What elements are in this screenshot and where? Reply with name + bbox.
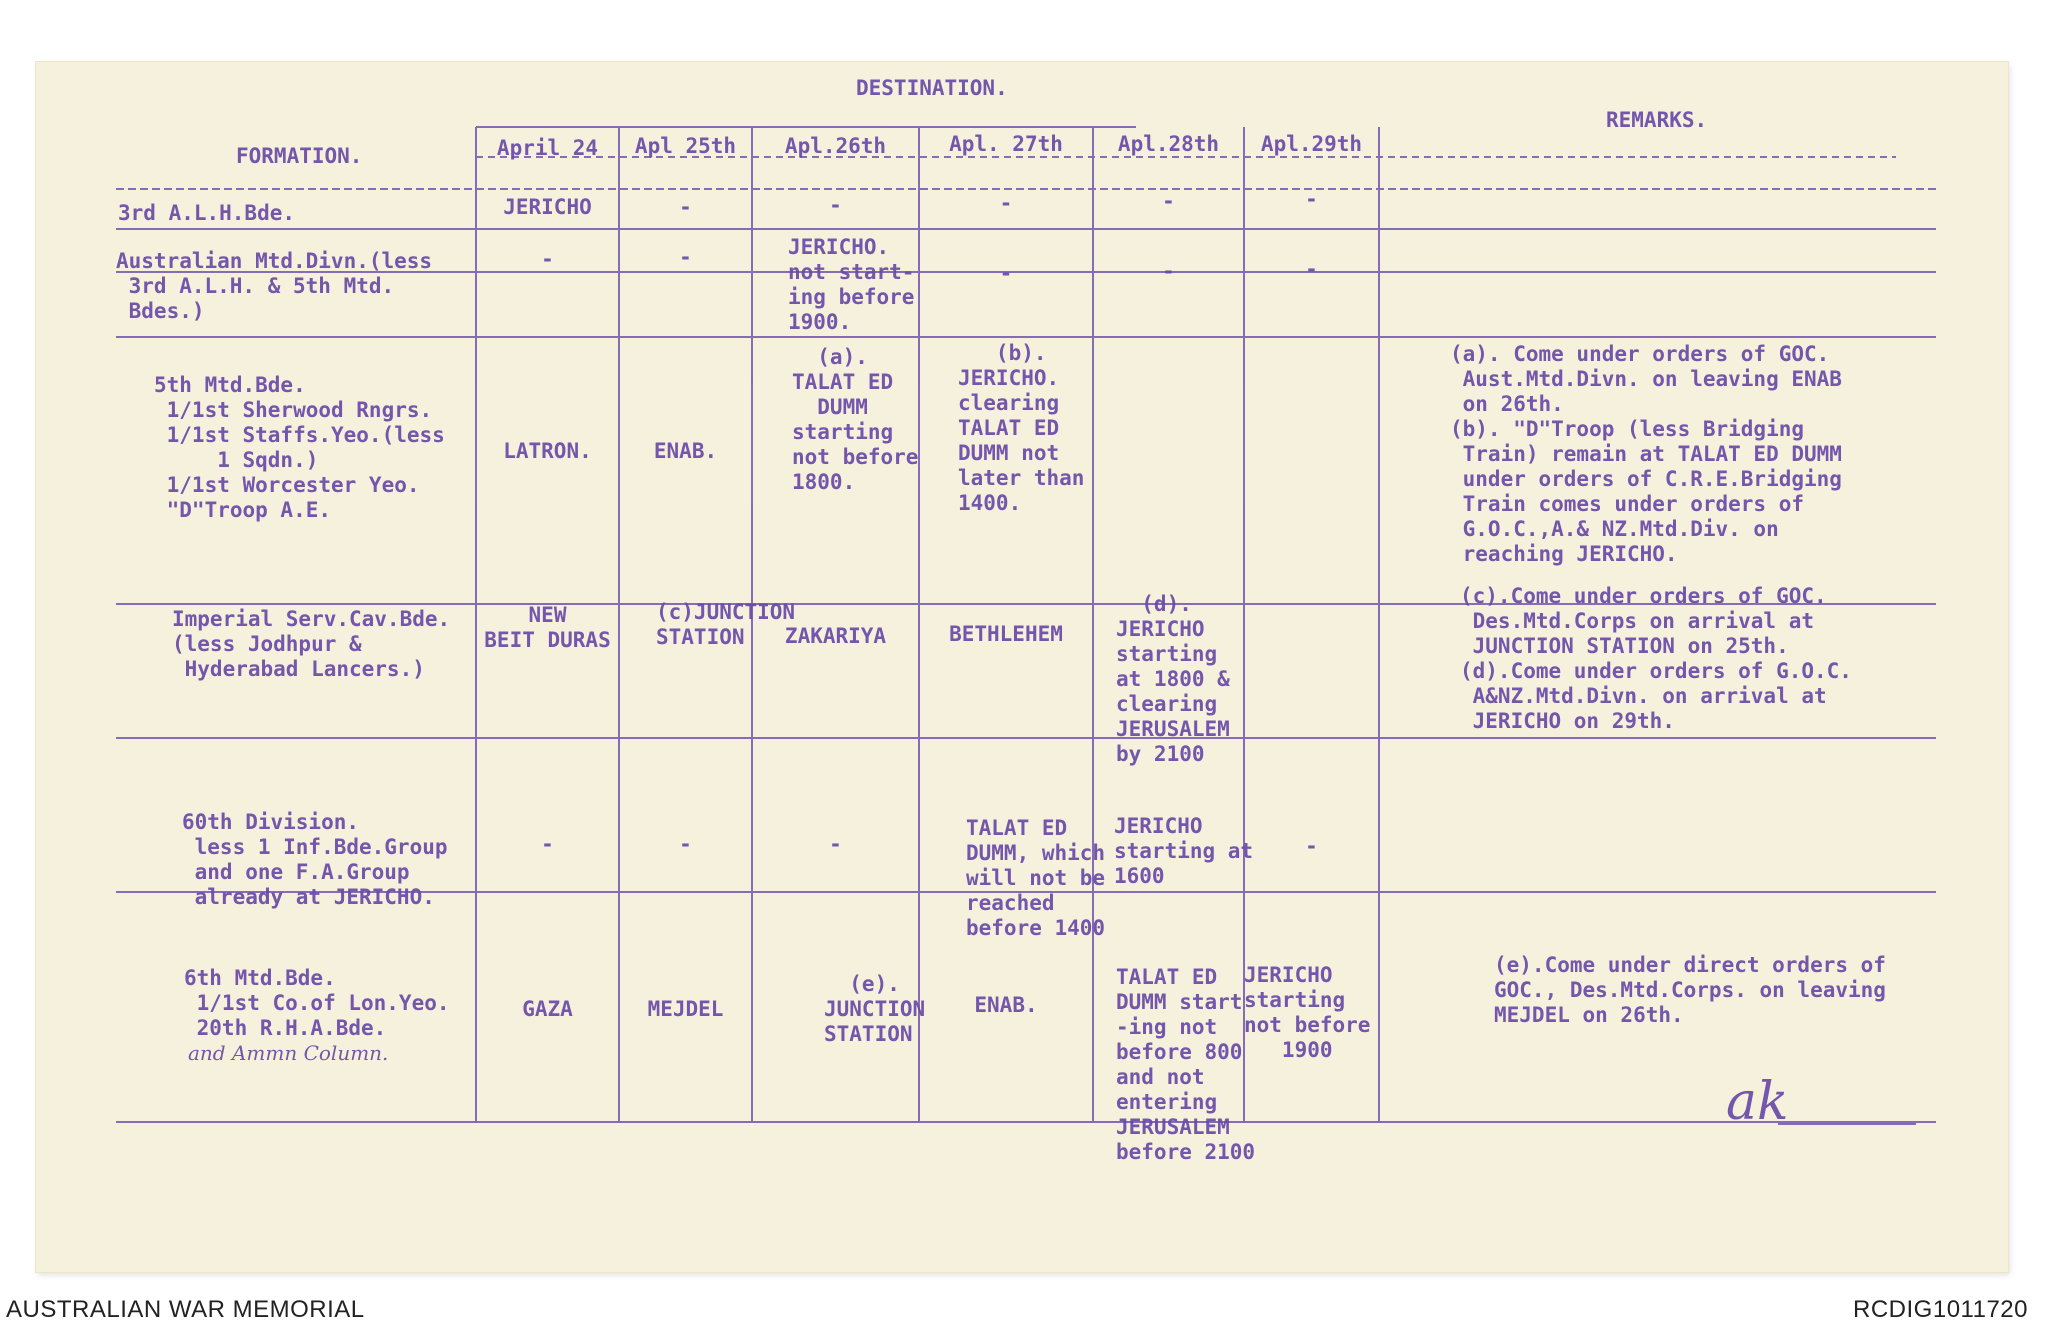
row-6-formation: 6th Mtd.Bde. 1/1st Co.of Lon.Yeo. 20th R.H.A.Bde. — [184, 966, 450, 1040]
row-1-apr29: - — [1305, 187, 1318, 211]
row-6-remarks: (e).Come under direct orders of GOC., Des.Mtd.Corps. on leaving MEJDEL on 26th. — [1494, 953, 1886, 1027]
date-header-apr28: Apl.28th — [1117, 132, 1220, 156]
date-header-apr24: April 24 — [496, 136, 599, 160]
row-6-apr29: JERICHO starting not before 1900 — [1244, 963, 1371, 1062]
row-5-apr28: JERICHO starting at 1600 — [1114, 814, 1254, 888]
row-1-apr28: - — [1162, 189, 1175, 213]
row-5-apr27: TALAT ED DUMM, which will not be reached before 1400 — [966, 816, 1106, 940]
row-6-apr28: TALAT ED DUMM start -ing not before 800 and not entering JERUSALEM before 2100 — [1116, 965, 1256, 1164]
row-1-apr27: - — [999, 191, 1013, 215]
date-header-apr25: Apl 25th — [634, 134, 737, 158]
document-sheet — [36, 62, 2008, 1272]
row-2-apr25: - — [679, 245, 692, 269]
row-5-apr29: - — [1305, 834, 1318, 858]
row-1-apr24: JERICHO — [503, 195, 592, 219]
date-header-apr26: Apl.26th — [784, 134, 887, 158]
row-3-remarks: (a). Come under orders of GOC. Aust.Mtd.Divn. on leaving ENAB on 26th. (b). "D"Troop (less Bridging Train) remain at TALAT ED DUMM under orders of C.R.E.Bridging Train comes under orders of G.O.C.,A.& NZ.Mtd.Div. on reaching JERICHO. — [1450, 342, 1842, 566]
handwritten-initials: ak — [1726, 1072, 1789, 1132]
remarks-heading: REMARKS. — [1606, 108, 1708, 132]
row-2-apr28: - — [1162, 259, 1175, 283]
row-4-apr28: (d). JERICHO starting at 1800 & clearing JERUSALEM by 2100 — [1116, 592, 1230, 766]
row-6-apr26: (e). JUNCTION STATION — [824, 972, 926, 1046]
row-4-apr24: NEW BEIT DURAS — [484, 603, 611, 652]
row-3-apr26: (a). TALAT ED DUMM starting not before 1800. — [792, 345, 919, 494]
row-4-apr26: ZAKARIYA — [784, 624, 887, 648]
row-2-apr29: - — [1305, 257, 1318, 281]
footer-source: AUSTRALIAN WAR MEMORIAL — [6, 1296, 365, 1323]
row-6-apr25: MEJDEL — [647, 997, 724, 1021]
row-3-apr24: LATRON. — [503, 439, 592, 463]
date-header-apr29: Apl.29th — [1260, 132, 1363, 156]
row-1-apr26: - — [829, 193, 842, 217]
row-5-apr26: - — [829, 832, 842, 856]
formation-heading: FORMATION. — [236, 144, 363, 168]
row-2-apr26: JERICHO. not start- ing before 1900. — [788, 235, 915, 334]
row-5-formation: 60th Division. less 1 Inf.Bde.Group and one F.A.Group already at JERICHO. — [182, 810, 448, 909]
footer-item-id: RCDIG1011720 — [1853, 1296, 2028, 1323]
row-4-apr25: (c)JUNCTION STATION — [656, 600, 796, 649]
row-5-apr25: - — [679, 832, 692, 856]
destination-heading: DESTINATION. — [856, 76, 1008, 100]
row-1-apr25: - — [679, 195, 692, 219]
row-2-apr27: - — [999, 261, 1013, 285]
row-4-formation: Imperial Serv.Cav.Bde. (less Jodhpur & Hyderabad Lancers.) — [172, 607, 451, 681]
row-4-remarks: (c).Come under orders of GOC. Des.Mtd.Corps on arrival at JUNCTION STATION on 25th. (d).Come under orders of G.O.C. A&NZ.Mtd.Divn. on arrival at JERICHO on 29th. — [1460, 584, 1852, 733]
row-5-apr24: - — [541, 832, 554, 856]
row-2-apr24: - — [541, 247, 554, 271]
row-1-formation: 3rd A.L.H.Bde. — [118, 201, 296, 225]
date-header-apr27: Apl. 27th — [949, 132, 1063, 156]
row-3-apr27: (b). JERICHO. clearing TALAT ED DUMM not later than 1400. — [958, 341, 1085, 515]
row-3-apr25: ENAB. — [653, 439, 718, 463]
row-6-apr27: ENAB. — [974, 993, 1038, 1017]
row-6-formation-handwritten: and Ammn Column. — [188, 1041, 389, 1065]
row-3-formation: 5th Mtd.Bde. 1/1st Sherwood Rngrs. 1/1st Staffs.Yeo.(less 1 Sqdn.) 1/1st Worcester Yeo. "D"Troop A.E. — [154, 373, 445, 522]
row-6-apr24: GAZA — [522, 997, 573, 1021]
row-4-apr27: BETHLEHEM — [949, 622, 1063, 646]
row-2-formation: Australian Mtd.Divn.(less 3rd A.L.H. & 5th Mtd. Bdes.) — [116, 249, 433, 323]
